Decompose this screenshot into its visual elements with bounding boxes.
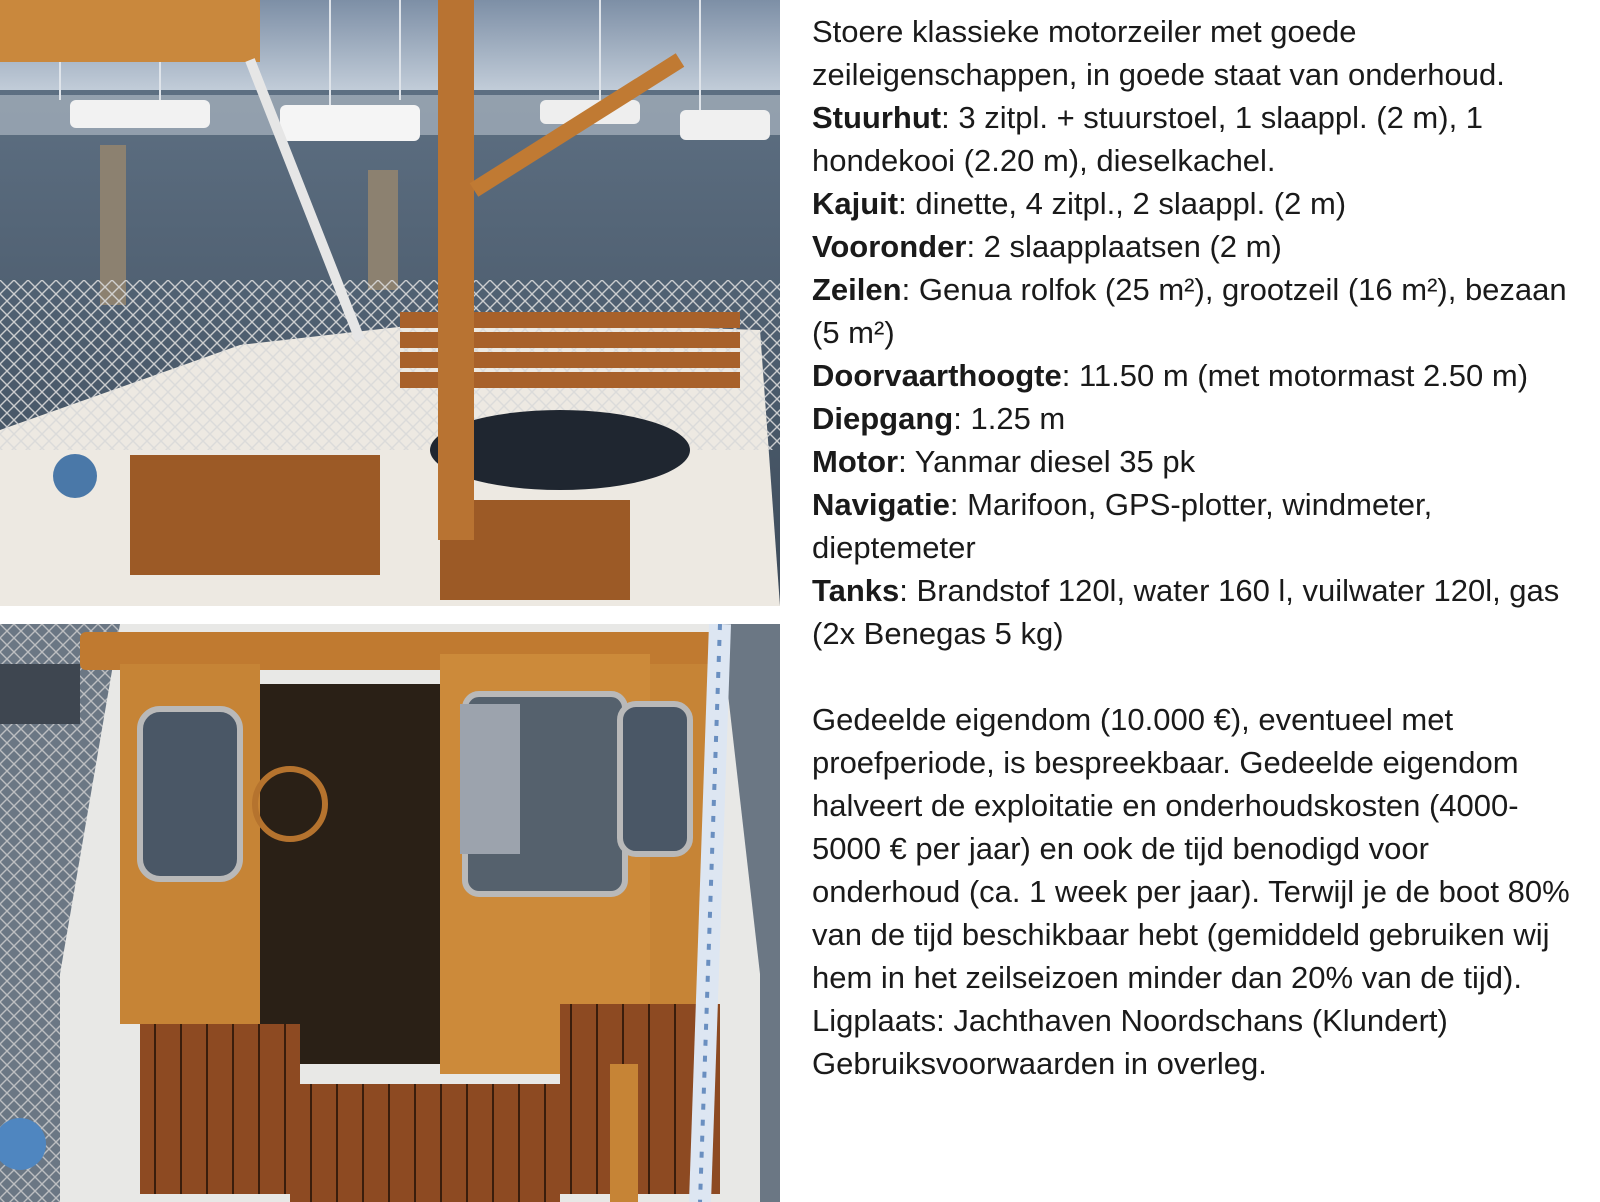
spec-text: 2 slaapplaatsen (2 m) xyxy=(983,229,1282,264)
spec-label: Kajuit xyxy=(812,186,899,221)
spec-text: Brandstof 120l, water 160 l, vuilwater 120l, gas (2x Benegas 5 kg) xyxy=(812,573,1560,651)
spec-kajuit: Kajuit: dinette, 4 zitpl., 2 slaappl. (2 m) xyxy=(812,186,1347,221)
berth-text: Ligplaats: Jachthaven Noordschans (Klundert) xyxy=(812,1003,1448,1038)
spec-doorvaarthoogte: Doorvaarthoogte: 11.50 m (met motormast 2.50 m) xyxy=(812,358,1529,393)
spec-label: Navigatie xyxy=(812,487,950,522)
terms-text: Gebruiksvoorwaarden in overleg. xyxy=(812,1046,1267,1081)
spec-label: Tanks xyxy=(812,573,900,608)
spec-tanks: Tanks: Brandstof 120l, water 160 l, vuilwater 120l, gas (2x Benegas 5 kg) xyxy=(812,573,1560,651)
spec-motor: Motor: Yanmar diesel 35 pk xyxy=(812,444,1196,479)
spec-text: Marifoon, GPS-plotter, windmeter, dieptemeter xyxy=(812,487,1433,565)
spec-vooronder: Vooronder: 2 slaapplaatsen (2 m) xyxy=(812,229,1282,264)
spacer xyxy=(812,655,1582,698)
spec-zeilen: Zeilen: Genua rolfok (25 m²), grootzeil (16 m²), bezaan (5 m²) xyxy=(812,272,1567,350)
spec-label: Stuurhut xyxy=(812,100,942,135)
spec-text: 11.50 m (met motormast 2.50 m) xyxy=(1078,358,1529,393)
spec-text: 3 zitpl. + stuurstoel, 1 slaappl. (2 m), 1 hondekooi (2.20 m), dieselkachel. xyxy=(812,100,1484,178)
wheelhouse-photo xyxy=(0,624,780,1202)
spec-label: Zeilen xyxy=(812,272,902,307)
spec-text: Genua rolfok (25 m²), grootzeil (16 m²), bezaan (5 m²) xyxy=(812,272,1567,350)
spec-label: Diepgang xyxy=(812,401,954,436)
spec-text: 1.25 m xyxy=(970,401,1066,436)
spec-stuurhut: Stuurhut: 3 zitpl. + stuurstoel, 1 slaappl. (2 m), 1 hondekooi (2.20 m), dieselkachel. xyxy=(812,100,1484,178)
spec-label: Motor xyxy=(812,444,899,479)
spec-text: dinette, 4 zitpl., 2 slaappl. (2 m) xyxy=(915,186,1347,221)
intro-text: Stoere klassieke motorzeiler met goede zeileigenschappen, in goede staat van onderhoud. xyxy=(812,14,1505,92)
spec-diepgang: Diepgang: 1.25 m xyxy=(812,401,1066,436)
boat-deck-photo xyxy=(0,0,780,606)
spec-text: Yanmar diesel 35 pk xyxy=(914,444,1196,479)
spec-label: Doorvaarthoogte xyxy=(812,358,1062,393)
ownership-text: Gedeelde eigendom (10.000 €), eventueel met proefperiode, is bespreekbaar. Gedeelde eigendom halveert de exploitatie en onderhoudskosten (4000-5000 € per jaar) en ook de tijd benodigd voor onderhoud (ca. 1 week per jaar). Terwijl je de boot 80% van de tijd beschikbaar hebt (gemiddeld gebruiken wij hem in het zeilseizoen minder dan 20% van de tijd). xyxy=(812,702,1570,995)
spec-label: Vooronder xyxy=(812,229,967,264)
listing-description xyxy=(812,10,1582,1085)
spec-navigatie: Navigatie: Marifoon, GPS-plotter, windmeter, dieptemeter xyxy=(812,487,1433,565)
